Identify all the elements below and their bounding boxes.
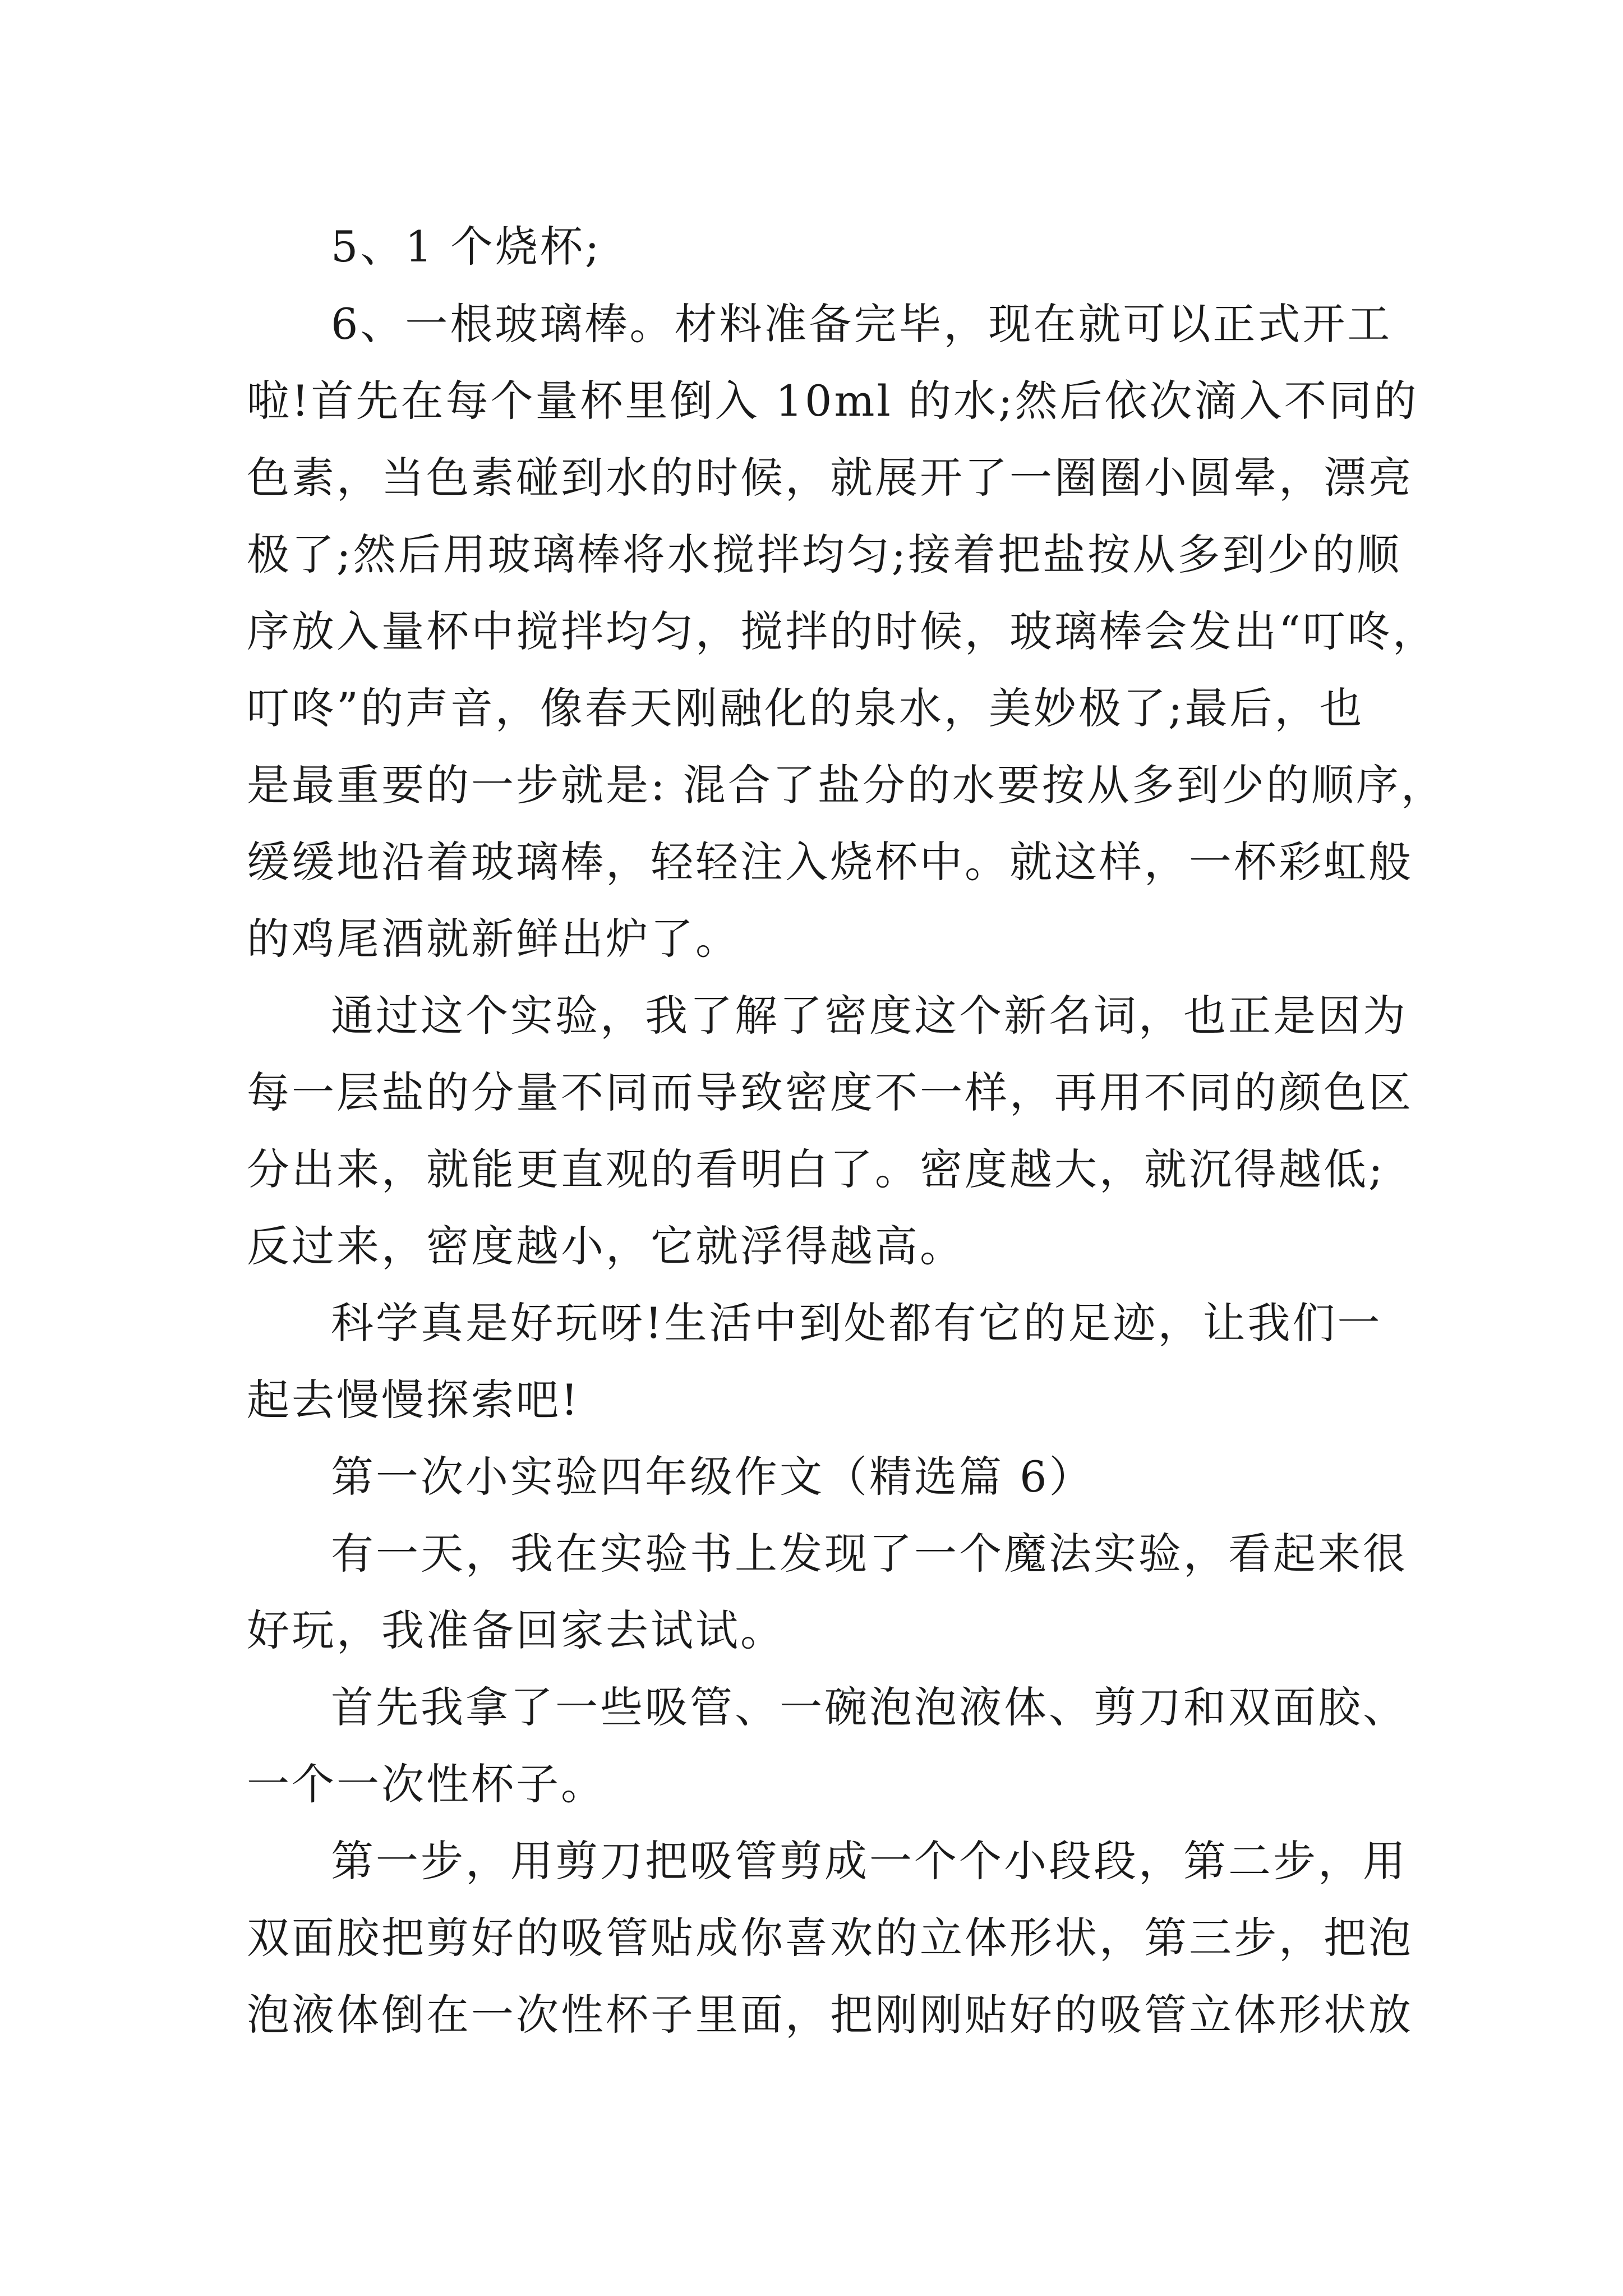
text-line: 缓缓地沿着玻璃棒，轻轻注入烧杯中。就这样，一杯彩虹般 (247, 837, 1413, 887)
heading-line: 第一次小实验四年级作文（精选篇 6） (331, 1452, 1094, 1502)
text-line: 啦!首先在每个量杯里倒入 10ml 的水;然后依次滴入不同的 (247, 376, 1419, 426)
text-line: 的鸡尾酒就新鲜出炉了。 (247, 914, 740, 964)
text-line: 极了;然后用玻璃棒将水搅拌均匀;接着把盐按从多到少的顺 (247, 530, 1402, 579)
text-line: 叮咚”的声音，像春天刚融化的泉水，美妙极了;最后，也 (247, 683, 1364, 733)
text-line: 泡液体倒在一次性杯子里面，把刚刚贴好的吸管立体形状放 (247, 1990, 1413, 2040)
text-line: 序放入量杯中搅拌均匀，搅拌的时候，玻璃棒会发出“叮咚， (247, 606, 1437, 656)
text-line: 6、一根玻璃棒。材料准备完毕，现在就可以正式开工 (331, 299, 1393, 349)
text-line: 通过这个实验，我了解了密度这个新名词，也正是因为 (331, 991, 1408, 1041)
text-line: 首先我拿了一些吸管、一碗泡泡液体、剪刀和双面胶、 (331, 1682, 1408, 1732)
text-line: 科学真是好玩呀!生活中到处都有它的足迹，让我们一 (331, 1298, 1382, 1348)
text-line: 色素，当色素碰到水的时候，就展开了一圈圈小圆晕，漂亮 (247, 453, 1413, 503)
text-line: 双面胶把剪好的吸管贴成你喜欢的立体形状，第三步，把泡 (247, 1913, 1413, 1963)
text-line: 起去慢慢探索吧! (247, 1375, 580, 1425)
text-line: 分出来，就能更直观的看明白了。密度越大，就沉得越低; (247, 1144, 1385, 1194)
text-line: 每一层盐的分量不同而导致密度不一样，再用不同的颜色区 (247, 1068, 1413, 1117)
text-line: 好玩，我准备回家去试试。 (247, 1605, 785, 1655)
text-line: 反过来，密度越小，它就浮得越高。 (247, 1221, 965, 1271)
text-line: 一个一次性杯子。 (247, 1759, 606, 1809)
text-line: 是最重要的一步就是: 混合了盐分的水要按从多到少的顺序， (247, 760, 1446, 810)
text-line: 5、1 个烧杯; (331, 222, 602, 272)
text-line: 有一天，我在实验书上发现了一个魔法实验，看起来很 (331, 1529, 1408, 1579)
text-line: 第一步，用剪刀把吸管剪成一个个小段段，第二步，用 (331, 1836, 1408, 1886)
